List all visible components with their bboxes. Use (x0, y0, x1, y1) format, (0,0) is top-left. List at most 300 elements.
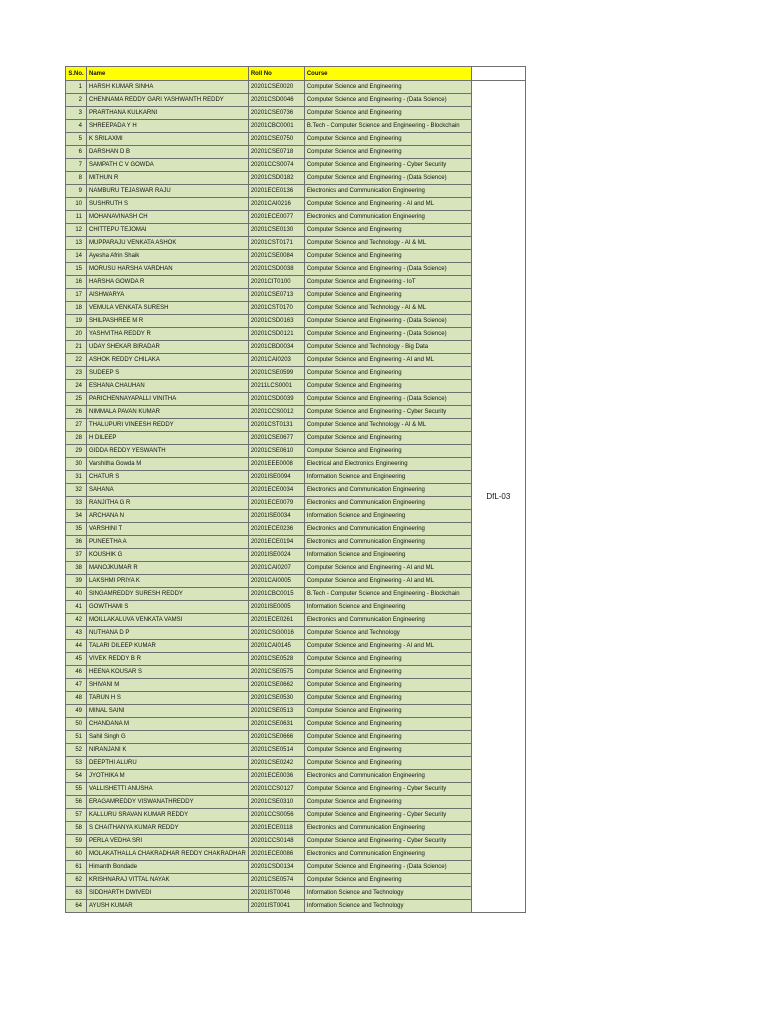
cell-sno[interactable]: 23 (66, 367, 87, 380)
cell-roll-no[interactable]: 20201IST0046 (248, 887, 304, 900)
table-row (66, 107, 526, 120)
table-row (66, 679, 526, 692)
cell-course[interactable]: Computer Science and Engineering (304, 653, 471, 666)
cell-name[interactable]: PERLA VEDHA SRI (87, 835, 249, 848)
cell-roll-no[interactable]: 2020​1CSE0020 (248, 81, 304, 94)
cell-course[interactable]: B.Tech - Computer Science and Engineering - Blockchain (304, 120, 471, 133)
cell-course[interactable]: Computer Science and Engineering (304, 796, 471, 809)
cell-name[interactable]: MORUSU HARSHA VARDHAN (87, 263, 249, 276)
cell-name[interactable]: SHILPASHREE M R (87, 315, 249, 328)
header-sno[interactable]: S.No. (66, 67, 87, 81)
table-row (66, 367, 526, 380)
cell-name[interactable]: KOUSHIK G (87, 549, 249, 562)
cell-course[interactable]: Electronics and Communication Engineering (304, 848, 471, 861)
table-row (66, 354, 526, 367)
cell-roll-no[interactable]: 20201CSD0163 (248, 315, 304, 328)
cell-roll-no[interactable]: 20201CSE0677 (248, 432, 304, 445)
cell-roll-no[interactable]: 20211LCS0001 (248, 380, 304, 393)
cell-name[interactable]: MOLAKATHALLA CHAKRADHAR REDDY CHAKRADHAR (87, 848, 249, 861)
cell-name[interactable]: MINAL SAINI (87, 705, 249, 718)
cell-roll-no[interactable]: 20201CIT0100 (248, 276, 304, 289)
table-row (66, 94, 526, 107)
cell-course[interactable]: Computer Science and Engineering (304, 380, 471, 393)
cell-roll-no[interactable]: 20201ISE0005 (248, 601, 304, 614)
cell-sno[interactable]: 64 (66, 900, 87, 913)
cell-roll-no[interactable]: 20201CAI0207 (248, 562, 304, 575)
cell-name[interactable]: DEEPTHI ALURU (87, 757, 249, 770)
cell-sno[interactable]: 35 (66, 523, 87, 536)
cell-name[interactable]: KRISHNARAJ VITTAL NAYAK (87, 874, 249, 887)
table-row (66, 471, 526, 484)
cell-sno[interactable]: 45 (66, 653, 87, 666)
header-blank-cell[interactable] (471, 67, 525, 81)
cell-roll-no[interactable]: 20201ECE0136 (248, 185, 304, 198)
cell-course[interactable]: Computer Science and Engineering - Cyber Security (304, 406, 471, 419)
cell-roll-no[interactable]: 20201CBD0034 (248, 341, 304, 354)
cell-course[interactable]: Electronics and Communication Engineering (304, 484, 471, 497)
cell-course[interactable]: Computer Science and Engineering (304, 432, 471, 445)
cell-sno[interactable]: 9 (66, 185, 87, 198)
cell-roll-no[interactable]: 20201CSE0750 (248, 133, 304, 146)
cell-sno[interactable]: 53 (66, 757, 87, 770)
cell-roll-no[interactable]: 20201CAI0216 (248, 198, 304, 211)
cell-roll-no[interactable]: 20201CSD0038 (248, 263, 304, 276)
cell-course[interactable]: Computer Science and Engineering - AI and ML (304, 354, 471, 367)
table-row (66, 484, 526, 497)
cell-roll-no[interactable]: 20201ISE0034 (248, 510, 304, 523)
cell-name[interactable]: NIRANJANI K (87, 744, 249, 757)
cell-name[interactable]: THALUPURI VINEESH REDDY (87, 419, 249, 432)
cell-sno[interactable]: 30 (66, 458, 87, 471)
table-row (66, 601, 526, 614)
cell-course[interactable]: Computer Science and Engineering - AI and ML (304, 562, 471, 575)
cell-roll-no[interactable]: 20201CSE0713 (248, 289, 304, 302)
cell-roll-no[interactable]: 20201CSE0242 (248, 757, 304, 770)
cell-name[interactable]: LAKSHMI PRIYA K (87, 575, 249, 588)
cell-name[interactable]: PRARTHANA KULKARNI (87, 107, 249, 120)
cell-course[interactable]: Computer Science and Engineering (304, 133, 471, 146)
cell-roll-no[interactable]: 20201CCS0127 (248, 783, 304, 796)
cell-course[interactable]: Computer Science and Engineering - Cyber Security (304, 809, 471, 822)
cell-roll-no[interactable]: 20201ECE0034 (248, 484, 304, 497)
table-row (66, 588, 526, 601)
table-row (66, 770, 526, 783)
table-row (66, 653, 526, 666)
cell-name[interactable]: VALLISHETTI ANUSHA (87, 783, 249, 796)
cell-name[interactable]: NUTHANA D P (87, 627, 249, 640)
cell-course[interactable]: Computer Science and Engineering - AI and ML (304, 640, 471, 653)
cell-roll-no[interactable]: 20201ECE0118 (248, 822, 304, 835)
cell-name[interactable]: CHATUR S (87, 471, 249, 484)
table-row (66, 419, 526, 432)
cell-name[interactable]: JYOTHIKA M (87, 770, 249, 783)
cell-sno[interactable]: 40 (66, 588, 87, 601)
cell-sno[interactable]: 27 (66, 419, 87, 432)
cell-roll-no[interactable]: 20201ECE0077 (248, 211, 304, 224)
cell-course[interactable]: Computer Science and Engineering (304, 250, 471, 263)
cell-roll-no[interactable]: 20201CSE0574 (248, 874, 304, 887)
cell-sno[interactable]: 7 (66, 159, 87, 172)
table-row (66, 900, 526, 913)
cell-roll-no[interactable]: 20201CSE0513 (248, 705, 304, 718)
cell-roll-no[interactable]: 20201ECE0236 (248, 523, 304, 536)
cell-sno[interactable]: 43 (66, 627, 87, 640)
cell-sno[interactable]: 8 (66, 172, 87, 185)
cell-sno[interactable]: 21 (66, 341, 87, 354)
cell-course[interactable]: Computer Science and Engineering - Cyber Security (304, 159, 471, 172)
cell-roll-no[interactable]: 20201CSE0662 (248, 679, 304, 692)
cell-name[interactable]: PARICHENNAYAPALLI VINITHA (87, 393, 249, 406)
cell-sno[interactable]: 1 (66, 81, 87, 94)
cell-course[interactable]: Electronics and Communication Engineering (304, 497, 471, 510)
block-label-cell[interactable]: DfL-03 (471, 81, 525, 913)
cell-roll-no[interactable]: 20201CSE0599 (248, 367, 304, 380)
cell-sno[interactable]: 50 (66, 718, 87, 731)
cell-roll-no[interactable]: 20201CSE0610 (248, 445, 304, 458)
cell-sno[interactable]: 16 (66, 276, 87, 289)
cell-name[interactable]: SAMPATH C V GOWDA (87, 159, 249, 172)
table-row (66, 757, 526, 770)
cell-sno[interactable]: 48 (66, 692, 87, 705)
cell-course[interactable]: Computer Science and Technology (304, 627, 471, 640)
cell-name[interactable]: HARSH KUMAR SINHA (87, 81, 249, 94)
cell-roll-no[interactable]: 20201CAI0203 (248, 354, 304, 367)
cell-roll-no[interactable]: 20201CSE0530 (248, 692, 304, 705)
table-row (66, 172, 526, 185)
cell-roll-no[interactable]: 20201CSE0084 (248, 250, 304, 263)
cell-roll-no[interactable]: 20201CCS0074 (248, 159, 304, 172)
cell-name[interactable]: YASHVITHA REDDY R (87, 328, 249, 341)
cell-sno[interactable]: 49 (66, 705, 87, 718)
cell-course[interactable]: Computer Science and Engineering - AI and ML (304, 575, 471, 588)
cell-sno[interactable]: 6 (66, 146, 87, 159)
cell-course[interactable]: Computer Science and Engineering (304, 874, 471, 887)
cell-roll-no[interactable]: 20201CSE0631 (248, 718, 304, 731)
table-row (66, 406, 526, 419)
cell-name[interactable]: ASHOK REDDY CHILAKA (87, 354, 249, 367)
table-row (66, 263, 526, 276)
cell-course[interactable]: Computer Science and Engineering - (Data Science) (304, 172, 471, 185)
table-row (66, 224, 526, 237)
cell-sno[interactable]: 20 (66, 328, 87, 341)
table-row (66, 380, 526, 393)
cell-course[interactable]: Computer Science and Engineering (304, 718, 471, 731)
cell-roll-no[interactable]: 20201CAI0145 (248, 640, 304, 653)
cell-name[interactable]: GIDDA REDDY YESWANTH (87, 445, 249, 458)
cell-course[interactable]: Electronics and Communication Engineering (304, 185, 471, 198)
header-roll-no[interactable]: Roll No (248, 67, 304, 81)
cell-name[interactable]: SHIVANI M (87, 679, 249, 692)
cell-name[interactable]: CHITTEPU TEJOMAI (87, 224, 249, 237)
table-row (66, 393, 526, 406)
cell-name[interactable]: HEENA KOUSAR S (87, 666, 249, 679)
cell-course[interactable]: Electronics and Communication Engineering (304, 614, 471, 627)
header-course[interactable]: Course (304, 67, 471, 81)
cell-roll-no[interactable]: 20201CSD0121 (248, 328, 304, 341)
cell-sno[interactable]: 56 (66, 796, 87, 809)
cell-roll-no[interactable]: 20201IST0041 (248, 900, 304, 913)
cell-course[interactable]: Electronics and Communication Engineering (304, 523, 471, 536)
cell-name[interactable]: CHENNAMA REDDY GARI YASHWANTH REDDY (87, 94, 249, 107)
cell-roll-no[interactable]: 20201CCS0012 (248, 406, 304, 419)
cell-course[interactable]: Computer Science and Engineering (304, 705, 471, 718)
table-header (66, 67, 526, 81)
cell-course[interactable]: Computer Science and Engineering (304, 445, 471, 458)
cell-name[interactable]: ERAGAMREDDY VISWANATHREDDY (87, 796, 249, 809)
cell-course[interactable]: Electronics and Communication Engineering (304, 770, 471, 783)
cell-name[interactable]: Ayesha Afrin Shaik (87, 250, 249, 263)
cell-sno[interactable]: 63 (66, 887, 87, 900)
cell-sno[interactable]: 11 (66, 211, 87, 224)
table-row (66, 835, 526, 848)
cell-roll-no[interactable]: 20201ECE0036 (248, 770, 304, 783)
cell-roll-no[interactable]: 20201ECE0261 (248, 614, 304, 627)
cell-sno[interactable]: 62 (66, 874, 87, 887)
cell-course[interactable]: Computer Science and Engineering - AI and ML (304, 198, 471, 211)
cell-sno[interactable]: 57 (66, 809, 87, 822)
cell-roll-no[interactable]: 20201CSD0134 (248, 861, 304, 874)
cell-name[interactable]: SHREEPADA Y H (87, 120, 249, 133)
cell-name[interactable]: SAHANA (87, 484, 249, 497)
cell-course[interactable]: Information Science and Technology (304, 900, 471, 913)
cell-name[interactable]: SIDDHARTH DWIVEDI (87, 887, 249, 900)
cell-sno[interactable]: 55 (66, 783, 87, 796)
cell-course[interactable]: Information Science and Technology (304, 887, 471, 900)
cell-name[interactable]: MITHUN R (87, 172, 249, 185)
cell-roll-no[interactable]: 20201CST0171 (248, 237, 304, 250)
cell-sno[interactable]: 54 (66, 770, 87, 783)
cell-sno[interactable]: 37 (66, 549, 87, 562)
cell-name[interactable]: Himanth Bondade (87, 861, 249, 874)
cell-name[interactable]: VARSHINI T (87, 523, 249, 536)
cell-sno[interactable]: 10 (66, 198, 87, 211)
cell-roll-no[interactable]: 20201CBC0015 (248, 588, 304, 601)
cell-course[interactable]: Computer Science and Engineering (304, 146, 471, 159)
cell-name[interactable]: ARCHANA N (87, 510, 249, 523)
cell-name[interactable]: MOILLAKALUVA VENKATA VAMSI (87, 614, 249, 627)
cell-course[interactable]: Computer Science and Engineering (304, 107, 471, 120)
cell-name[interactable]: DARSHAN D B (87, 146, 249, 159)
cell-sno[interactable]: 26 (66, 406, 87, 419)
table-row (66, 744, 526, 757)
cell-sno[interactable]: 13 (66, 237, 87, 250)
cell-roll-no[interactable]: 20201CBC0001 (248, 120, 304, 133)
cell-roll-no[interactable]: 20201CSE0310 (248, 796, 304, 809)
cell-roll-no[interactable]: 20201CAI0005 (248, 575, 304, 588)
cell-roll-no[interactable]: 20201CST0131 (248, 419, 304, 432)
cell-name[interactable]: UDAY SHEKAR BIRADAR (87, 341, 249, 354)
cell-roll-no[interactable]: 20201ECE0086 (248, 848, 304, 861)
cell-roll-no[interactable]: 20201CST0170 (248, 302, 304, 315)
table-row (66, 536, 526, 549)
cell-sno[interactable]: 46 (66, 666, 87, 679)
cell-name[interactable]: MANOJKUMAR R (87, 562, 249, 575)
cell-sno[interactable]: 14 (66, 250, 87, 263)
cell-roll-no[interactable]: 20201ISE0024 (248, 549, 304, 562)
cell-name[interactable]: H DILEEP (87, 432, 249, 445)
cell-sno[interactable]: 32 (66, 484, 87, 497)
cell-sno[interactable]: 25 (66, 393, 87, 406)
cell-name[interactable]: MOHANAVINASH CH (87, 211, 249, 224)
cell-course[interactable]: Computer Science and Engineering (304, 666, 471, 679)
cell-sno[interactable]: 51 (66, 731, 87, 744)
cell-course[interactable]: Computer Science and Technology - AI & ML (304, 419, 471, 432)
cell-roll-no[interactable]: 20201CSG0016 (248, 627, 304, 640)
cell-course[interactable]: Computer Science and Engineering - Cyber Security (304, 783, 471, 796)
cell-course[interactable]: Electronics and Communication Engineering (304, 536, 471, 549)
cell-course[interactable]: Information Science and Engineering (304, 510, 471, 523)
cell-course[interactable]: Computer Science and Engineering - (Data Science) (304, 94, 471, 107)
cell-roll-no[interactable]: 20201CCS0056 (248, 809, 304, 822)
cell-course[interactable]: Computer Science and Engineering - (Data Science) (304, 861, 471, 874)
cell-sno[interactable]: 24 (66, 380, 87, 393)
table-row (66, 289, 526, 302)
table-row (66, 250, 526, 263)
cell-name[interactable]: TARUN H S (87, 692, 249, 705)
cell-sno[interactable]: 31 (66, 471, 87, 484)
cell-course[interactable]: Computer Science and Engineering - (Data Science) (304, 315, 471, 328)
table-row (66, 549, 526, 562)
cell-sno[interactable]: 3 (66, 107, 87, 120)
cell-sno[interactable]: 4 (66, 120, 87, 133)
cell-name[interactable]: Sahil Singh G (87, 731, 249, 744)
table-row (66, 211, 526, 224)
cell-name[interactable]: KALLURU SRAVAN KUMAR REDDY (87, 809, 249, 822)
cell-sno[interactable]: 34 (66, 510, 87, 523)
cell-course[interactable]: Computer Science and Engineering (304, 731, 471, 744)
cell-sno[interactable]: 47 (66, 679, 87, 692)
cell-course[interactable]: Computer Science and Engineering - (Data Science) (304, 328, 471, 341)
cell-course[interactable]: Computer Science and Engineering - (Data Science) (304, 393, 471, 406)
cell-sno[interactable]: 58 (66, 822, 87, 835)
cell-name[interactable]: VEMULA VENKATA SURESH (87, 302, 249, 315)
cell-name[interactable]: K SRILAXMI (87, 133, 249, 146)
cell-roll-no[interactable]: 20201CSE0736 (248, 107, 304, 120)
table-row (66, 562, 526, 575)
cell-sno[interactable]: 52 (66, 744, 87, 757)
cell-name[interactable]: S CHAITHANYA KUMAR REDDY (87, 822, 249, 835)
cell-name[interactable]: SUDEEP S (87, 367, 249, 380)
cell-name[interactable]: RANJITHA G R (87, 497, 249, 510)
cell-course[interactable]: Computer Science and Engineering (304, 224, 471, 237)
cell-sno[interactable]: 60 (66, 848, 87, 861)
cell-course[interactable]: Computer Science and Engineering - (Data Science) (304, 263, 471, 276)
cell-sno[interactable]: 38 (66, 562, 87, 575)
cell-name[interactable]: Varshitha Gowda M (87, 458, 249, 471)
cell-roll-no[interactable]: 20201CSE0718 (248, 146, 304, 159)
cell-roll-no[interactable]: 20201CSE0514 (248, 744, 304, 757)
cell-sno[interactable]: 61 (66, 861, 87, 874)
table-row (66, 328, 526, 341)
cell-course[interactable]: Information Science and Engineering (304, 549, 471, 562)
cell-roll-no[interactable]: 20201CSE0666 (248, 731, 304, 744)
cell-course[interactable]: Information Science and Engineering (304, 601, 471, 614)
cell-course[interactable]: Electronics and Communication Engineering (304, 211, 471, 224)
table-row (66, 315, 526, 328)
table-row (66, 302, 526, 315)
table-row (66, 666, 526, 679)
cell-course[interactable]: Computer Science and Engineering - IoT (304, 276, 471, 289)
cell-name[interactable]: PUNEETHA A (87, 536, 249, 549)
cell-sno[interactable]: 22 (66, 354, 87, 367)
cell-name[interactable]: GOWTHAMI S (87, 601, 249, 614)
cell-name[interactable]: AISHWARYA (87, 289, 249, 302)
cell-course[interactable]: Computer Science and Engineering (304, 367, 471, 380)
cell-roll-no[interactable]: 20201CSE0528 (248, 653, 304, 666)
cell-sno[interactable]: 42 (66, 614, 87, 627)
cell-name[interactable]: HARSHA GOWDA R (87, 276, 249, 289)
cell-roll-no[interactable]: 20201CSE0575 (248, 666, 304, 679)
cell-roll-no[interactable]: 20201CSE0130 (248, 224, 304, 237)
cell-sno[interactable]: 17 (66, 289, 87, 302)
cell-sno[interactable]: 33 (66, 497, 87, 510)
cell-roll-no[interactable]: 20201CSD0046 (248, 94, 304, 107)
cell-course[interactable]: B.Tech - Computer Science and Engineering - Blockchain (304, 588, 471, 601)
cell-course[interactable]: Computer Science and Engineering (304, 289, 471, 302)
cell-name[interactable]: SINGAMREDDY SURESH REDDY (87, 588, 249, 601)
cell-name[interactable]: TALARI DILEEP KUMAR (87, 640, 249, 653)
cell-sno[interactable]: 12 (66, 224, 87, 237)
cell-sno[interactable]: 18 (66, 302, 87, 315)
cell-course[interactable]: Computer Science and Technology - Big Data (304, 341, 471, 354)
cell-sno[interactable]: 29 (66, 445, 87, 458)
table-row (66, 237, 526, 250)
cell-roll-no[interactable]: 20201CCS0148 (248, 835, 304, 848)
cell-name[interactable]: ESHANA CHAUHAN (87, 380, 249, 393)
header-name[interactable]: Name (87, 67, 249, 81)
table-row (66, 510, 526, 523)
cell-roll-no[interactable]: 20201EEE0008 (248, 458, 304, 471)
cell-sno[interactable]: 5 (66, 133, 87, 146)
cell-sno[interactable]: 41 (66, 601, 87, 614)
cell-course[interactable]: Computer Science and Engineering (304, 744, 471, 757)
cell-course[interactable]: Electronics and Communication Engineering (304, 822, 471, 835)
cell-roll-no[interactable]: 20201CSD0039 (248, 393, 304, 406)
cell-sno[interactable]: 36 (66, 536, 87, 549)
cell-roll-no[interactable]: 20201CSD0182 (248, 172, 304, 185)
cell-name[interactable]: VIVEK REDDY B R (87, 653, 249, 666)
cell-name[interactable]: NAMBURU TEJASWAR RAJU (87, 185, 249, 198)
cell-sno[interactable]: 19 (66, 315, 87, 328)
cell-sno[interactable]: 39 (66, 575, 87, 588)
cell-roll-no[interactable]: 20201ISE0094 (248, 471, 304, 484)
cell-course[interactable]: Computer Science and Engineering (304, 692, 471, 705)
cell-name[interactable]: NIMMALA PAVAN KUMAR (87, 406, 249, 419)
cell-sno[interactable]: 28 (66, 432, 87, 445)
cell-course[interactable]: Computer Science and Technology - AI & ML (304, 302, 471, 315)
cell-sno[interactable]: 15 (66, 263, 87, 276)
cell-name[interactable]: MUPPARAJU VENKATA ASHOK (87, 237, 249, 250)
cell-name[interactable]: AYUSH KUMAR (87, 900, 249, 913)
cell-name[interactable]: SUSHRUTH S (87, 198, 249, 211)
cell-sno[interactable]: 59 (66, 835, 87, 848)
cell-course[interactable]: Information Science and Engineering (304, 471, 471, 484)
cell-course[interactable]: Computer Science and Engineering (304, 757, 471, 770)
cell-sno[interactable]: 2 (66, 94, 87, 107)
cell-roll-no[interactable]: 20201ECE0194 (248, 536, 304, 549)
table-row (66, 185, 526, 198)
cell-course[interactable]: Electrical and Electronics Engineering (304, 458, 471, 471)
cell-course[interactable]: Computer Science and Engineering - Cyber Security (304, 835, 471, 848)
cell-course[interactable]: Computer Science and Engineering (304, 81, 471, 94)
cell-name[interactable]: CHANDANA M (87, 718, 249, 731)
table-row (66, 874, 526, 887)
table-row (66, 523, 526, 536)
cell-course[interactable]: Computer Science and Engineering (304, 679, 471, 692)
cell-roll-no[interactable]: 20201ECE0079 (248, 497, 304, 510)
cell-course[interactable]: Computer Science and Technology - AI & ML (304, 237, 471, 250)
cell-sno[interactable]: 44 (66, 640, 87, 653)
